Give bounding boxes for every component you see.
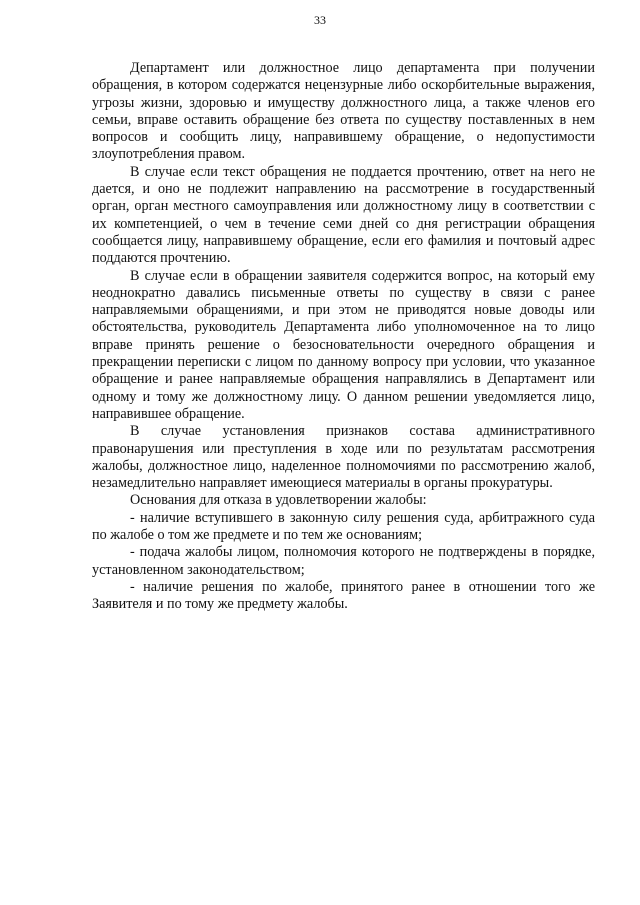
refusal-item-prior-decision: - наличие решения по жалобе, принятого ранее в отношении того же Заявителя и по тому же предмету жалобы. (92, 578, 595, 613)
refusal-item-court-decision: - наличие вступившего в законную силу решения суда, арбитражного суда по жалобе о том же предмете и по тем же основаниям; (92, 509, 595, 544)
paragraph-obscene-appeals: Департамент или должностное лицо департамента при получении обращения, в котором содержатся нецензурные либо оскорбительные выражения, угрозы жизни, здоровью и имуществу должностного лица, а также членов его семьи, вправе оставить обращение без ответа по существу поставленных в нем вопросов и сообщить лицу, направившему обращение, о недопустимости злоупотребления правом. (92, 60, 595, 163)
paragraph-unreadable-appeals: В случае если текст обращения не поддается прочтению, ответ на него не дается, и оно не подлежит направлению на рассмотрение в государственный орган, орган местного самоуправления или должностному лицу в соответствии с их компетенцией, о чем в течение семи дней со дня регистрации обращения сообщается лицу, направившему обращение, если его фамилия и почтовый адрес поддаются прочтению. (92, 163, 595, 267)
refusal-item-unconfirmed-authority: - подача жалобы лицом, полномочия которого не подтверждены в порядке, установленном законодательством; (92, 544, 595, 578)
document-body (92, 60, 595, 614)
refusal-heading: Основания для отказа в удовлетворении жалобы: (130, 492, 427, 509)
paragraph-repeated-appeals: В случае если в обращении заявителя содержится вопрос, на который ему неоднократно давались письменные ответы по существу в связи с ранее направляемыми обращениями, и при этом не приводятся новые доводы или обстоятельства, руководитель Департамента либо уполномоченное на то лицо вправе принять решение о безосновательности очередного обращения и прекращении переписки с лицом по данному вопросу при условии, что указанное обращение и ранее направляемые обращения направлялись в Департамент или одному и тому же должностному лицу. О данном решении уведомляется лицо, направившее обращение. (92, 267, 595, 422)
paragraph-administrative-offense: В случае установления признаков состава административного правонарушения или преступления в ходе или по результатам рассмотрения жалобы, должностное лицо, наделенное полномочиями по рассмотрению жалоб, незамедлительно направляет имеющиеся материалы в органы прокуратуры. (92, 423, 595, 492)
page-number: 33 (314, 13, 326, 27)
